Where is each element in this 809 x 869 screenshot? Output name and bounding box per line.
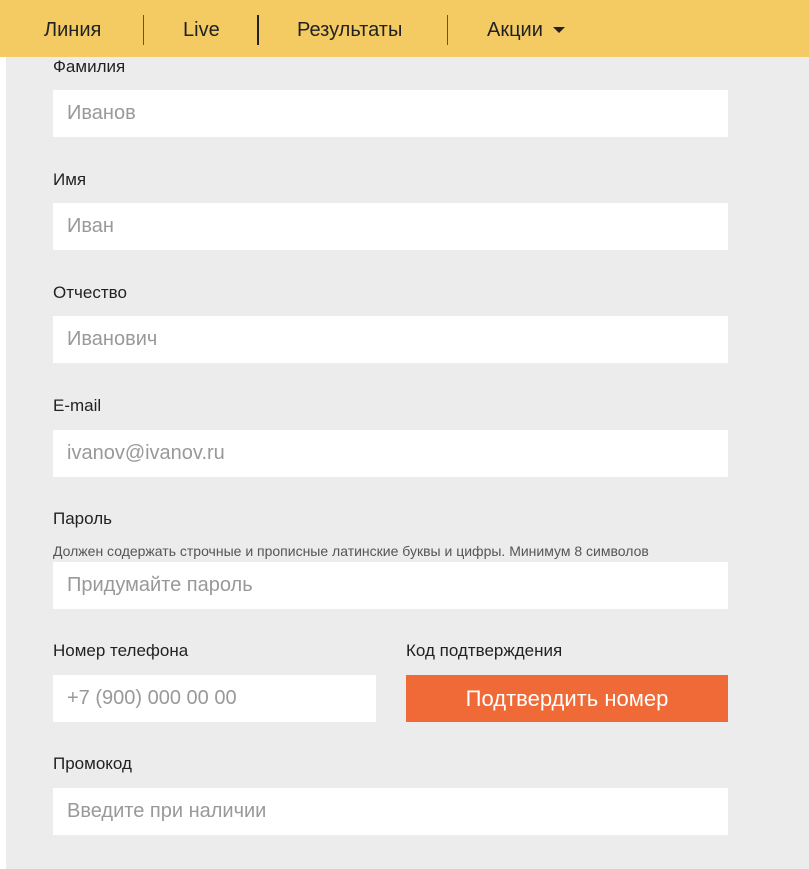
middle-name-label: Отчество — [53, 283, 127, 302]
confirm-number-button[interactable]: Подтвердить номер — [406, 675, 728, 722]
nav-item-line[interactable]: Линия — [44, 19, 102, 41]
last-name-input[interactable] — [53, 90, 728, 137]
nav-divider — [257, 15, 259, 45]
email-label: E-mail — [53, 396, 102, 415]
middle-name-input[interactable] — [53, 316, 728, 363]
email-input[interactable] — [53, 430, 728, 477]
nav-item-promotions[interactable] — [487, 0, 565, 57]
promo-code-label: Промокод — [53, 754, 132, 773]
nav-divider — [143, 15, 144, 45]
first-name-label: Имя — [53, 170, 87, 189]
promo-code-input[interactable] — [53, 788, 728, 835]
phone-input[interactable] — [53, 675, 376, 722]
password-input[interactable] — [53, 562, 728, 609]
nav-item-results[interactable]: Результаты — [297, 19, 403, 41]
phone-label: Номер телефона — [53, 641, 189, 660]
nav-item-promotions-label: Акции — [487, 19, 543, 41]
nav-item-live[interactable]: Live — [183, 19, 220, 41]
password-label: Пароль — [53, 509, 112, 528]
password-hint: Должен содержать строчные и прописные латинские буквы и цифры. Минимум 8 символов — [53, 543, 649, 559]
last-name-label: Фамилия — [53, 57, 126, 76]
top-navigation — [0, 0, 809, 57]
chevron-down-icon — [553, 27, 565, 33]
first-name-input[interactable] — [53, 203, 728, 250]
nav-divider — [447, 15, 448, 45]
confirmation-code-label: Код подтверждения — [406, 641, 563, 660]
